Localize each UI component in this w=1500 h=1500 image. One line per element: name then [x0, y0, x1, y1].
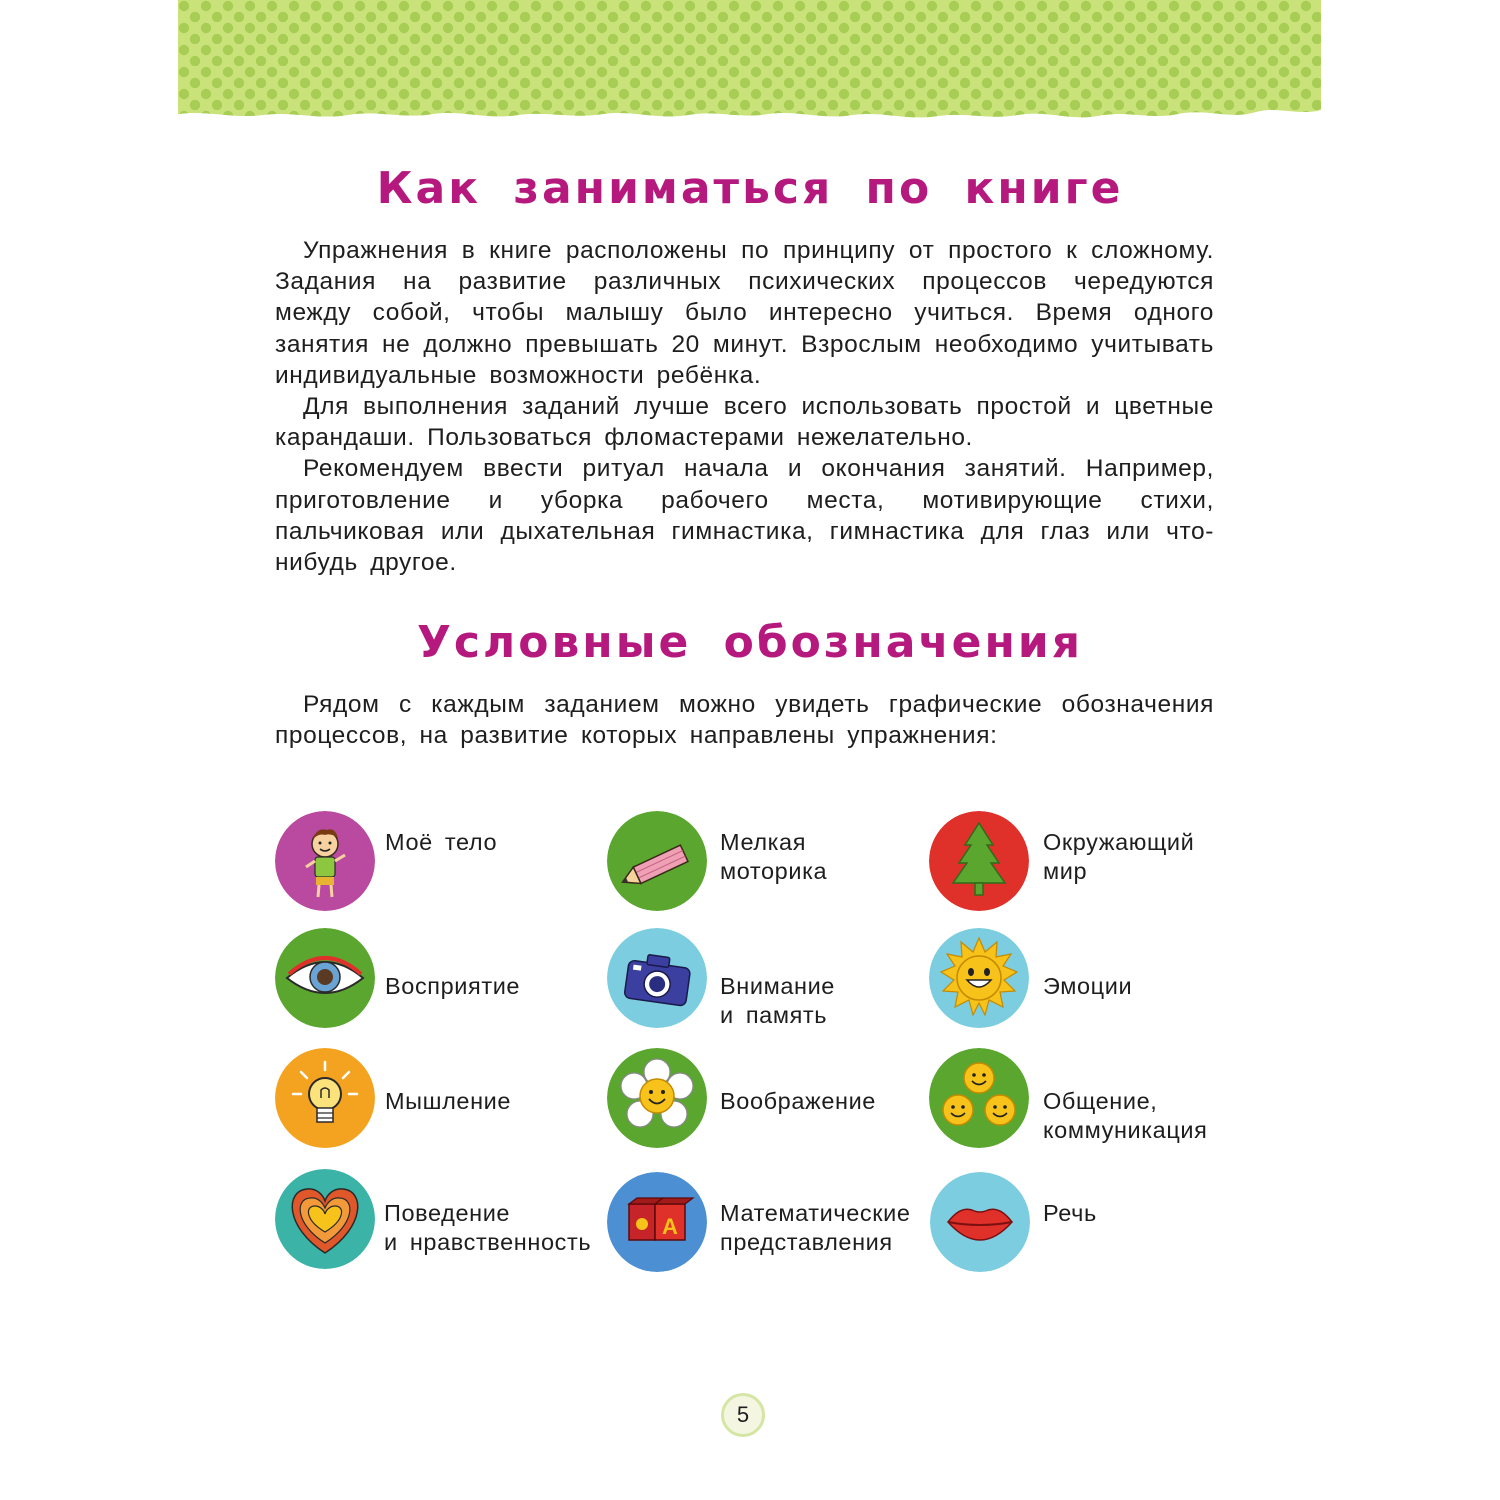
legend-label: Окружающий мир	[1043, 829, 1195, 884]
legend-label: Эмоции	[1043, 973, 1133, 999]
blocks-icon	[607, 1172, 707, 1272]
legend-label: Внимание и память	[720, 973, 835, 1028]
lips-icon	[930, 1172, 1030, 1272]
legend-label: Речь	[1043, 1200, 1097, 1226]
dotted-header-banner	[178, 0, 1321, 124]
svg-text:A: A	[662, 1214, 678, 1239]
legend-label: Математические представления	[720, 1200, 911, 1255]
legend-intro-text: Рядом с каждым заданием можно увидеть графические обозначения процессов, на развитие которых направлены упражнения:	[275, 691, 1214, 750]
legend-label: Мелкая моторика	[720, 829, 828, 884]
lightbulb-icon	[275, 1048, 375, 1148]
section-title-legend: Условные обозначения	[416, 617, 1084, 668]
section-title-how-to-use: Как заниматься по книге	[376, 163, 1124, 214]
fir-tree-icon	[929, 811, 1029, 911]
legend-label: Общение, коммуникация	[1043, 1088, 1208, 1143]
paragraph-2: Для выполнения заданий лучше всего использовать простой и цветные карандаши. Пользоваться фломастерами нежелательно.	[275, 393, 1214, 452]
heart-icon	[275, 1169, 375, 1269]
paragraph-3: Рекомендуем ввести ритуал начала и окончания занятий. Например, приготовление и уборка рабочего места, мотивирующие стихи, пальчиковая или дыхательная гимнастика, гимнастика для глаз или что-нибудь другое.	[275, 455, 1214, 577]
boy-icon	[275, 811, 375, 911]
how-to-use-text	[275, 235, 1214, 578]
legend-label: Моё тело	[385, 829, 498, 855]
eye-icon	[275, 928, 375, 1028]
daisy-icon	[607, 1048, 707, 1148]
legend-label: Восприятие	[385, 973, 521, 999]
legend-label: Мышление	[385, 1088, 512, 1114]
camera-icon	[607, 928, 707, 1028]
sun-icon	[929, 928, 1029, 1028]
smileys-icon	[929, 1048, 1029, 1148]
legend-label: Воображение	[720, 1088, 876, 1114]
paragraph-1: Упражнения в книге расположены по принципу от простого к сложному. Задания на развитие различных психических процессов чередуются между собой, чтобы малышу было интересно учиться. Время одного занятия не должно превышать 20 минут. Взрослым необходимо учитывать индивидуальные возможности ребёнка.	[275, 237, 1214, 389]
pencil-icon	[607, 811, 707, 911]
legend-label: Поведение и нравственность	[384, 1200, 592, 1255]
page-number: 5	[721, 1393, 765, 1437]
